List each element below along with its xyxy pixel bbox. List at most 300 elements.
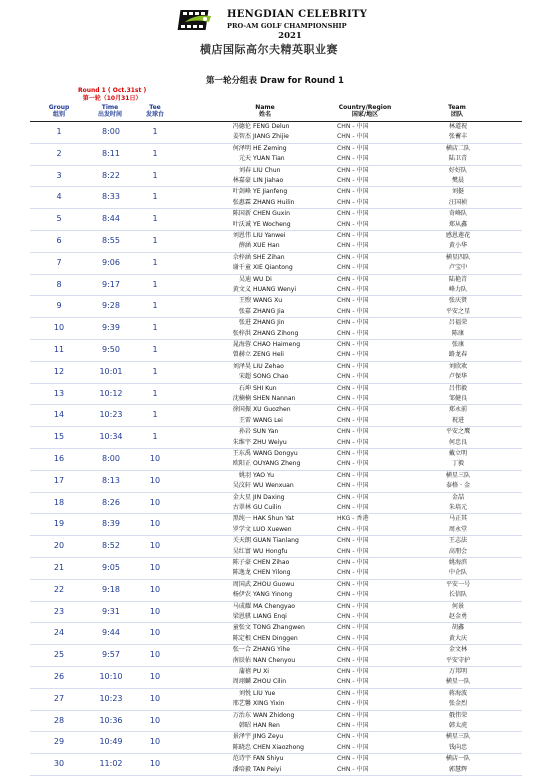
player-team: 高朋会 xyxy=(448,547,468,555)
player-country: CHN - 中国 xyxy=(337,591,369,599)
tee-number: 1 xyxy=(152,279,158,289)
player-name-en: ZENG Heli xyxy=(253,351,284,359)
group-number: 18 xyxy=(53,497,65,507)
player-name-cn: 冯德伦 xyxy=(232,123,251,130)
player-team: 卢保华 xyxy=(448,373,468,381)
header-tee-cn: 发球台 xyxy=(145,111,164,118)
player-country: CHN - 中国 xyxy=(337,428,369,436)
player-name-cn: 关天朗 xyxy=(232,537,251,545)
player-name-cn: 宋超 xyxy=(238,373,251,381)
player-country: CHN - 中国 xyxy=(337,406,369,414)
player-name-cn: 刘悦 xyxy=(238,689,251,697)
player-team: 卢宝中 xyxy=(448,264,468,272)
player-team: 万邦明 xyxy=(448,667,468,675)
group-number: 29 xyxy=(53,737,65,747)
tee-number: 1 xyxy=(152,170,158,180)
tee-number: 10 xyxy=(149,671,161,681)
group-number: 20 xyxy=(53,541,65,551)
group-row xyxy=(30,384,522,406)
group-number: 4 xyxy=(56,192,62,202)
player-country: CHN - 中国 xyxy=(337,493,369,501)
player-team: 何忠良 xyxy=(448,438,468,446)
player-team: 祝进 xyxy=(451,416,465,424)
tee-number: 10 xyxy=(149,584,161,594)
group-number: 12 xyxy=(53,366,65,376)
player-name-en: CHEN Guxin xyxy=(253,210,290,218)
player-team: 郭慧辉 xyxy=(448,765,468,773)
player-team: 邹健良 xyxy=(448,394,468,402)
tee-time: 11:02 xyxy=(99,759,123,769)
group-row xyxy=(30,689,522,711)
tee-number: 10 xyxy=(149,497,161,507)
tee-number: 1 xyxy=(152,366,158,376)
group-row xyxy=(30,471,522,493)
player-country: CHN - 中国 xyxy=(337,667,369,675)
player-name-en: SHE Zihan xyxy=(253,253,285,261)
group-number: 16 xyxy=(53,453,65,463)
player-name-en: CHEN Zihao xyxy=(253,558,290,566)
header-group-cn: 组别 xyxy=(52,111,65,118)
player-name-cn: 古翠林 xyxy=(232,503,251,511)
player-name-cn: 南辰佑 xyxy=(232,656,251,664)
header-name-en: Name xyxy=(255,104,275,111)
player-name-cn: 刘泽昊 xyxy=(232,362,251,370)
tee-time: 8:39 xyxy=(102,519,120,529)
tee-time: 9:06 xyxy=(102,257,120,267)
header-group-en: Group xyxy=(48,104,70,111)
player-country: CHN - 中国 xyxy=(337,503,369,511)
player-country: CHN - 中国 xyxy=(337,656,369,664)
player-name-en: CHEN Xiaozhong xyxy=(253,743,305,751)
group-row xyxy=(30,514,522,536)
player-team: 陆卫青 xyxy=(448,155,468,163)
player-name-en: LIN Jiahao xyxy=(253,176,284,184)
group-number: 30 xyxy=(53,759,65,769)
player-country: CHN - 中国 xyxy=(337,482,369,490)
player-name-en: HAN Ren xyxy=(253,721,280,729)
tee-time: 9:28 xyxy=(102,301,120,311)
group-row xyxy=(30,166,522,188)
group-row xyxy=(30,122,522,144)
player-country: CHN - 中国 xyxy=(337,242,369,250)
player-team: 张蓄丰 xyxy=(448,133,468,141)
player-name-en: WANG Xu xyxy=(253,297,283,305)
player-country: CHN - 中国 xyxy=(337,743,369,751)
tee-time: 8:00 xyxy=(102,127,120,136)
group-number: 14 xyxy=(53,410,65,420)
tee-number: 10 xyxy=(149,453,161,463)
tee-time: 9:17 xyxy=(102,279,120,289)
player-country: CHN - 中国 xyxy=(337,285,369,293)
player-team: 林道祝 xyxy=(448,123,468,130)
player-country: CHN - 中国 xyxy=(337,602,369,610)
player-name-en: LIU Yue xyxy=(253,689,276,697)
player-team: 郑永前 xyxy=(448,406,468,414)
player-name-cn: 蒲禧 xyxy=(238,667,251,675)
tee-number: 10 xyxy=(149,650,161,660)
player-team: 韩太虎 xyxy=(448,721,468,729)
group-number: 3 xyxy=(56,170,62,180)
header-team-cn: 团队 xyxy=(450,111,463,118)
player-name-en: SHEN Nannan xyxy=(253,394,296,402)
player-team: 泰格 · 金 xyxy=(445,482,471,490)
player-name-cn: 林嘉豪 xyxy=(232,176,251,184)
tee-time: 9:50 xyxy=(102,344,120,354)
player-country: CHN - 中国 xyxy=(337,537,369,545)
tee-time: 8:26 xyxy=(102,497,120,507)
player-country: CHN - 中国 xyxy=(337,711,369,719)
player-country: CHN - 中国 xyxy=(337,449,369,457)
tee-time: 8:33 xyxy=(102,192,120,202)
tee-time: 9:39 xyxy=(102,323,120,333)
header-team xyxy=(440,104,474,118)
group-row xyxy=(30,623,522,645)
player-name-cn: 韩昭 xyxy=(238,721,251,729)
group-row xyxy=(30,231,522,253)
player-name-cn: 陈子豪 xyxy=(232,558,251,566)
player-name-cn: 朱维宇 xyxy=(232,438,251,446)
player-team: 平安一号 xyxy=(445,580,471,588)
group-number: 13 xyxy=(53,388,65,398)
group-row xyxy=(30,754,522,776)
player-country: CHN - 中国 xyxy=(337,188,369,196)
player-name-en: FENG Delun xyxy=(253,123,290,130)
header-team-en: Team xyxy=(448,104,466,111)
group-row xyxy=(30,362,522,384)
player-name-cn: 王雷 xyxy=(238,416,251,424)
player-name-cn: 王东禹 xyxy=(232,449,251,457)
group-row xyxy=(30,732,522,754)
player-team: 朱培元 xyxy=(448,503,468,511)
group-row xyxy=(30,209,522,231)
player-name-cn: 周国武 xyxy=(232,580,251,588)
tee-number: 10 xyxy=(149,737,161,747)
player-country: CHN - 中国 xyxy=(337,264,369,272)
player-name-en: CHEN Yilong xyxy=(253,569,291,577)
event-title-cn: 横店国际高尔夫精英职业赛 xyxy=(200,43,338,56)
player-name-cn: 姚羽 xyxy=(238,471,251,479)
header-country-cn: 国家/地区 xyxy=(351,111,379,118)
player-name-cn: 梁恩骐 xyxy=(232,612,251,620)
group-row xyxy=(30,667,522,689)
player-team: 吕福荣 xyxy=(448,319,468,327)
player-name-en: SUN Yan xyxy=(253,428,279,436)
player-name-en: ZHANG Yihe xyxy=(253,646,290,654)
player-team: 横星一队 xyxy=(445,678,471,686)
player-country: CHN - 中国 xyxy=(337,210,369,218)
player-name-en: XING Yixin xyxy=(253,700,285,708)
player-name-cn: 徐国振 xyxy=(232,406,251,414)
group-row xyxy=(30,493,522,515)
player-name-cn: 佘梓涵 xyxy=(232,253,251,261)
header-name-cn: 姓名 xyxy=(258,111,271,118)
group-number: 19 xyxy=(53,519,65,529)
player-team: 刘欣欢 xyxy=(448,362,468,370)
group-row xyxy=(30,449,522,471)
header-name xyxy=(240,104,290,118)
round-date-cn: 第一轮（10月31日） xyxy=(82,95,142,102)
player-name-cn: 张进 xyxy=(238,319,251,327)
player-name-cn: 石坤 xyxy=(238,384,251,392)
player-team: 樊晨 xyxy=(451,176,465,184)
tee-time: 8:55 xyxy=(102,235,120,245)
player-name-cn: 元天 xyxy=(238,155,251,163)
player-team: 奇峰队 xyxy=(448,210,468,218)
tee-number: 10 xyxy=(149,606,161,616)
player-team: 中企队 xyxy=(448,569,468,577)
player-name-en: ZHU Weiyu xyxy=(253,438,287,446)
player-country: CHN - 中国 xyxy=(337,319,369,327)
group-row xyxy=(30,144,522,166)
tee-number: 10 xyxy=(149,715,161,725)
player-name-en: LIU Yanwei xyxy=(253,231,286,239)
player-country: CHN - 中国 xyxy=(337,351,369,359)
tee-time: 10:23 xyxy=(99,693,123,703)
tee-time: 9:44 xyxy=(102,628,120,638)
player-team: 路龙春 xyxy=(448,351,468,359)
player-name-cn: 刘春 xyxy=(238,166,251,174)
group-row xyxy=(30,340,522,362)
player-team: 横星三队 xyxy=(445,733,471,741)
player-name-en: CHAO Haimeng xyxy=(253,340,301,348)
player-name-en: HAK Shun Yat xyxy=(253,515,295,523)
player-name-cn: 黑纯一 xyxy=(232,515,251,523)
group-row xyxy=(30,558,522,580)
player-name-cn: 陈逸龙 xyxy=(232,569,251,577)
player-team: 俄伟荣 xyxy=(448,711,468,719)
player-team: 横星三队 xyxy=(445,471,471,479)
group-number: 26 xyxy=(53,671,65,681)
tee-time: 9:57 xyxy=(102,650,120,660)
player-name-en: YUAN Tian xyxy=(253,155,285,163)
tee-number: 10 xyxy=(149,759,161,769)
tee-time: 8:44 xyxy=(102,214,120,224)
player-team: 丁毅 xyxy=(451,460,465,468)
player-name-cn: 欧阳正 xyxy=(232,460,251,468)
player-name-cn: 张嘉 xyxy=(238,307,251,315)
player-country: CHN - 中国 xyxy=(337,460,369,468)
player-team: 胡鑫 xyxy=(451,624,465,632)
tee-number: 1 xyxy=(152,410,158,420)
player-team: 何景 xyxy=(451,602,465,610)
player-name-cn: 吴迪 xyxy=(238,275,251,283)
header-time xyxy=(90,104,130,118)
tee-time: 8:13 xyxy=(102,475,120,485)
player-country: CHN - 中国 xyxy=(337,721,369,729)
player-country: CHN - 中国 xyxy=(337,362,369,370)
player-name-en: FAN Shiyu xyxy=(253,755,284,763)
tee-time: 8:22 xyxy=(102,170,120,180)
group-number: 7 xyxy=(56,257,62,267)
group-number: 11 xyxy=(53,344,65,354)
tee-number: 1 xyxy=(152,148,158,158)
player-name-en: WANG Lei xyxy=(253,416,283,424)
player-name-en: ZHOU Guowu xyxy=(253,580,295,588)
player-team: 峰力队 xyxy=(448,285,468,293)
player-name-cn: 何泽明 xyxy=(232,144,251,152)
player-country: CHN - 中国 xyxy=(337,558,369,566)
tee-time: 10:23 xyxy=(99,410,123,420)
player-country: CHN - 中国 xyxy=(337,198,369,206)
group-number: 17 xyxy=(53,475,65,485)
player-team: 姚海滨 xyxy=(448,558,468,566)
player-country: CHN - 中国 xyxy=(337,471,369,479)
player-country: CHN - 中国 xyxy=(337,394,369,402)
player-team: 黄小华 xyxy=(448,242,468,250)
tee-time: 9:18 xyxy=(102,584,120,594)
round-date-en: Round 1 ( Oct.31st ) xyxy=(78,87,147,94)
player-name-en: HUANG Wenyi xyxy=(253,285,297,293)
tee-time: 8:52 xyxy=(102,541,120,551)
player-team: 金喆 xyxy=(451,493,465,501)
tee-number: 1 xyxy=(152,192,158,202)
player-name-en: JIN Daxing xyxy=(253,493,285,501)
tee-time: 8:00 xyxy=(102,453,120,463)
tee-number: 10 xyxy=(149,541,161,551)
player-name-cn: 吴红富 xyxy=(232,547,251,555)
group-row xyxy=(30,253,522,275)
player-country: CHN - 中国 xyxy=(337,438,369,446)
player-country: CHN - 中国 xyxy=(337,765,369,773)
group-number: 10 xyxy=(53,323,65,333)
tee-number: 1 xyxy=(152,323,158,333)
player-team: 刘挺 xyxy=(451,188,465,196)
player-team: 赵金勇 xyxy=(448,612,468,620)
group-number: 28 xyxy=(53,715,65,725)
player-name-cn: 晁海蓉 xyxy=(232,340,251,348)
group-number: 22 xyxy=(53,584,65,594)
player-name-en: NAN Chenyou xyxy=(253,656,296,664)
tee-number: 1 xyxy=(152,344,158,354)
group-row xyxy=(30,645,522,667)
header-time-en: Time xyxy=(101,104,119,111)
player-name-en: XU Guozhen xyxy=(253,406,291,414)
player-name-en: SHI Kun xyxy=(253,384,277,392)
player-name-cn: 刘恩伟 xyxy=(232,231,251,239)
player-country: CHN - 中国 xyxy=(337,634,369,642)
player-name-cn: 曾赫立 xyxy=(232,351,251,359)
player-team: 黄大庆 xyxy=(448,634,468,642)
player-name-cn: 邢艺馨 xyxy=(232,700,251,708)
player-name-en: TONG Zhangwen xyxy=(253,624,305,632)
player-country: CHN - 中国 xyxy=(337,231,369,239)
tee-number: 1 xyxy=(152,127,158,136)
player-country: CHN - 中国 xyxy=(337,755,369,763)
player-name-en: GUAN Tianlang xyxy=(253,537,299,545)
player-name-cn: 万治东 xyxy=(232,711,251,719)
player-team: 张庆贤 xyxy=(448,297,468,305)
player-name-en: YAO Yu xyxy=(253,471,274,479)
player-name-en: YE Wocheng xyxy=(253,220,291,228)
tee-number: 10 xyxy=(149,562,161,572)
player-name-cn: 薛涵 xyxy=(238,242,251,250)
player-team: 王志法 xyxy=(448,537,468,545)
player-name-cn: 陈晓忠 xyxy=(232,743,251,751)
player-name-cn: 杨伊农 xyxy=(232,591,251,599)
player-country: CHN - 中国 xyxy=(337,176,369,184)
event-title-en: HENGDIAN CELEBRITY xyxy=(227,9,368,20)
group-number: 9 xyxy=(56,301,62,311)
tee-time: 10:34 xyxy=(99,432,123,442)
player-country: CHN - 中国 xyxy=(337,580,369,588)
player-name-cn: 金大星 xyxy=(232,493,251,501)
event-year: 2021 xyxy=(278,31,302,41)
tee-number: 10 xyxy=(149,519,161,529)
player-country: CHN - 中国 xyxy=(337,700,369,708)
player-country: CHN - 中国 xyxy=(337,275,369,283)
group-number: 15 xyxy=(53,432,65,442)
draw-table xyxy=(30,122,522,776)
player-country: CHN - 中国 xyxy=(337,569,369,577)
player-name-cn: 黄文义 xyxy=(232,285,251,293)
player-team: 陈康 xyxy=(451,329,465,337)
tee-time: 10:10 xyxy=(99,671,123,681)
player-team: 马正其 xyxy=(448,515,468,523)
player-name-cn: 张一合 xyxy=(232,646,251,654)
player-name-en: ZHANG Jia xyxy=(253,307,285,315)
player-name-en: WANG Dongyu xyxy=(253,449,298,457)
tee-number: 1 xyxy=(152,432,158,442)
player-country: HKG - 香港 xyxy=(337,515,369,523)
tee-time: 9:31 xyxy=(102,606,120,616)
header-time-cn: 出发时间 xyxy=(97,111,122,118)
group-number: 25 xyxy=(53,650,65,660)
group-row xyxy=(30,602,522,624)
player-country: CHN - 中国 xyxy=(337,678,369,686)
player-name-en: WAN Zhidong xyxy=(253,711,295,719)
tee-number: 10 xyxy=(149,628,161,638)
player-name-cn: 马成耀 xyxy=(232,602,251,610)
player-country: CHN - 中国 xyxy=(337,416,369,424)
group-row xyxy=(30,187,522,209)
player-team: 汪国祯 xyxy=(448,198,468,206)
group-row xyxy=(30,318,522,340)
player-name-en: YANG Yinong xyxy=(253,591,293,599)
player-name-en: LIANG Enqi xyxy=(253,612,287,620)
group-number: 5 xyxy=(56,214,62,224)
header-tee xyxy=(140,104,170,118)
tee-time: 8:11 xyxy=(102,148,120,158)
player-name-cn: 张梓洪 xyxy=(232,329,251,337)
player-team: 郑从鑫 xyxy=(448,220,468,228)
player-team: 长信队 xyxy=(448,591,468,599)
player-country: CHN - 中国 xyxy=(337,384,369,392)
player-team: 周永堂 xyxy=(448,525,468,533)
player-name-en: CHEN Dinggen xyxy=(253,634,298,642)
player-team: 好好队 xyxy=(448,166,468,174)
player-team: 钱向忠 xyxy=(448,743,468,751)
player-country: CHN - 中国 xyxy=(337,329,369,337)
player-country: CHN - 中国 xyxy=(337,123,369,130)
player-country: CHN - 中国 xyxy=(337,166,369,174)
player-team: 蒋海波 xyxy=(448,689,468,697)
player-country: CHN - 中国 xyxy=(337,307,369,315)
group-row xyxy=(30,711,522,733)
group-row xyxy=(30,296,522,318)
tee-time: 10:36 xyxy=(99,715,123,725)
player-name-en: JIANG Zhijie xyxy=(253,133,289,141)
player-name-cn: 景泽宇 xyxy=(232,733,251,741)
player-name-en: XIE Qiantong xyxy=(253,264,293,272)
player-country: CHN - 中国 xyxy=(337,220,369,228)
player-country: CHN - 中国 xyxy=(337,525,369,533)
tee-number: 10 xyxy=(149,475,161,485)
player-team: 横店一队 xyxy=(445,755,471,763)
tee-number: 10 xyxy=(149,693,161,703)
tee-number: 1 xyxy=(152,388,158,398)
player-team: 横星四队 xyxy=(445,253,471,261)
player-name-en: ZHANG Huilin xyxy=(253,198,295,206)
